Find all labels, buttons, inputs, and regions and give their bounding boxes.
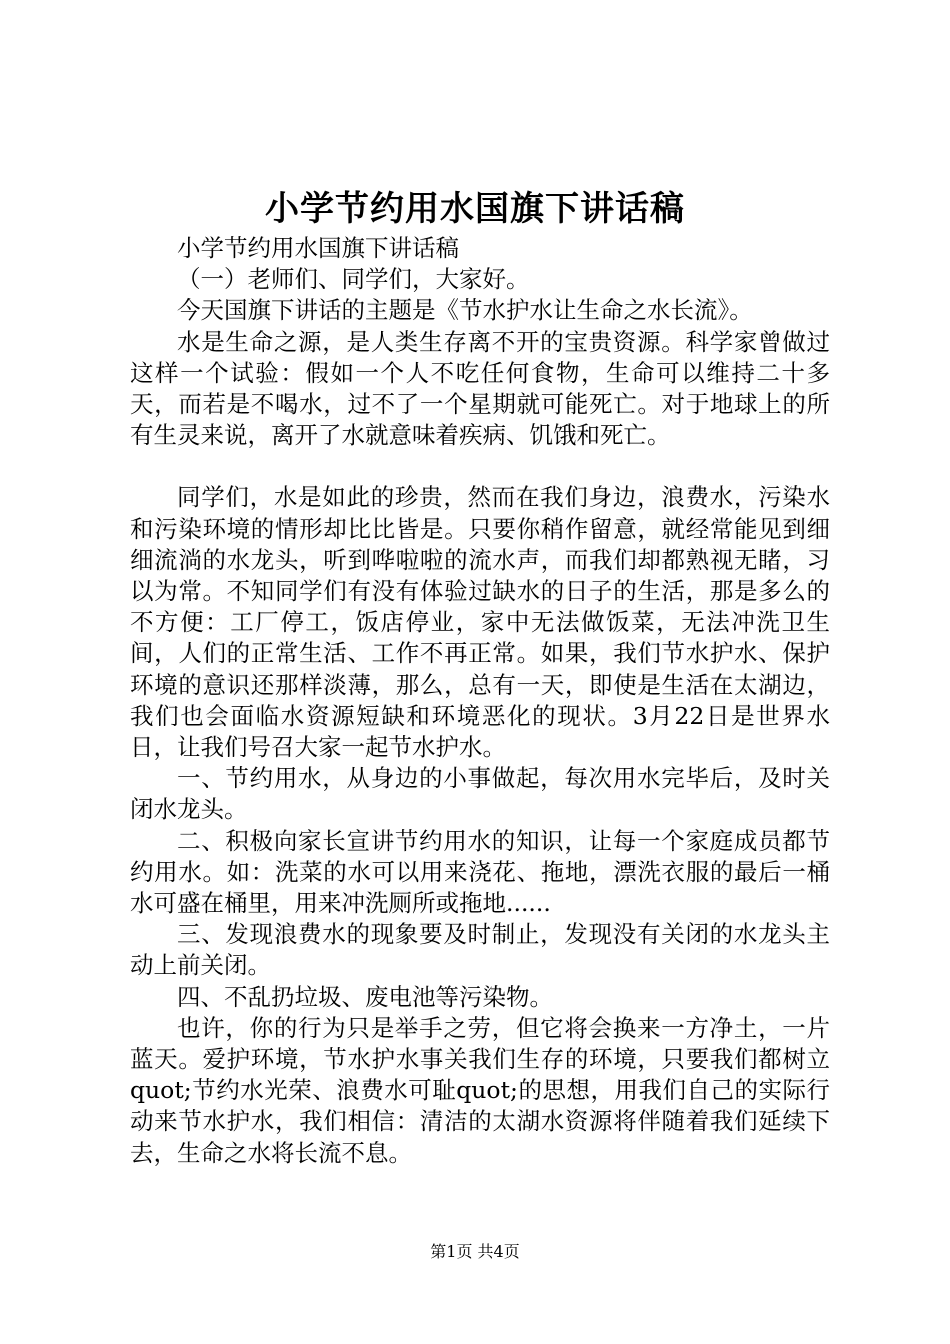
list-item-two: 二、积极向家长宣讲节约用水的知识，让每一个家庭成员都节约用水。如：洗菜的水可以用来浇花、拖地，漂洗衣服的最后一桶水可盛在桶里，用来冲洗厕所或拖地...... — [130, 826, 830, 918]
list-item-four: 四、不乱扔垃圾、废电池等污染物。 — [177, 982, 553, 1011]
paragraph-waste: 同学们，水是如此的珍贵，然而在我们身边，浪费水，污染水和污染环境的情形却比比皆是。只要你稍作留意，就经常能见到细细流淌的水龙头，听到哗啦啦的流水声，而我们却都熟视无睹，习以为常。不知同学们有没有体验过缺水的日子的生活，那是多么的不方便：工厂停工，饭店停业，家中无法做饭菜，无法冲洗卫生间，人们的正常生活、工作不再正常。如果，我们节水护水、保护环境的意识还那样淡薄，那么，总有一天，即使是生活在太湖边，我们也会面临水资源短缺和环境恶化的现状。3月22日是世界水日，让我们号召大家一起节水护水。 — [130, 483, 830, 762]
paragraph-greeting: （一）老师们、同学们，大家好。 — [177, 265, 530, 294]
page-title: 小学节约用水国旗下讲话稿 — [265, 189, 685, 229]
paragraph-subtitle: 小学节约用水国旗下讲话稿 — [177, 234, 459, 262]
paragraph-theme: 今天国旗下讲话的主题是《节水护水让生命之水长流》。 — [177, 296, 753, 325]
document-body — [130, 233, 830, 1169]
page-footer: 第1页 共4页 — [430, 1242, 520, 1261]
list-item-one: 一、节约用水，从身边的小事做起，每次用水完毕后，及时关闭水龙头。 — [130, 764, 830, 824]
list-item-three: 三、发现浪费水的现象要及时制止，发现没有关闭的水龙头主动上前关闭。 — [130, 920, 830, 980]
paragraph-water-source: 水是生命之源，是人类生存离不开的宝贵资源。科学家曾做过这样一个试验：假如一个人不吃任何食物，生命可以维持二十多天，而若是不喝水，过不了一个星期就可能死亡。对于地球上的所有生灵来说，离开了水就意味着疾病、饥饿和死亡。 — [130, 327, 830, 450]
paragraph-conclusion: 也许，你的行为只是举手之劳，但它将会换来一方净土，一片蓝天。爱护环境，节水护水事关我们生存的环境，只要我们都树立quot;节约水光荣、浪费水可耻quot;的思想，用我们自己的实际行动来节水护水，我们相信：清洁的太湖水资源将伴随着我们延续下去，生命之水将长流不息。 — [130, 1013, 830, 1167]
paragraph-spacer — [130, 451, 830, 482]
